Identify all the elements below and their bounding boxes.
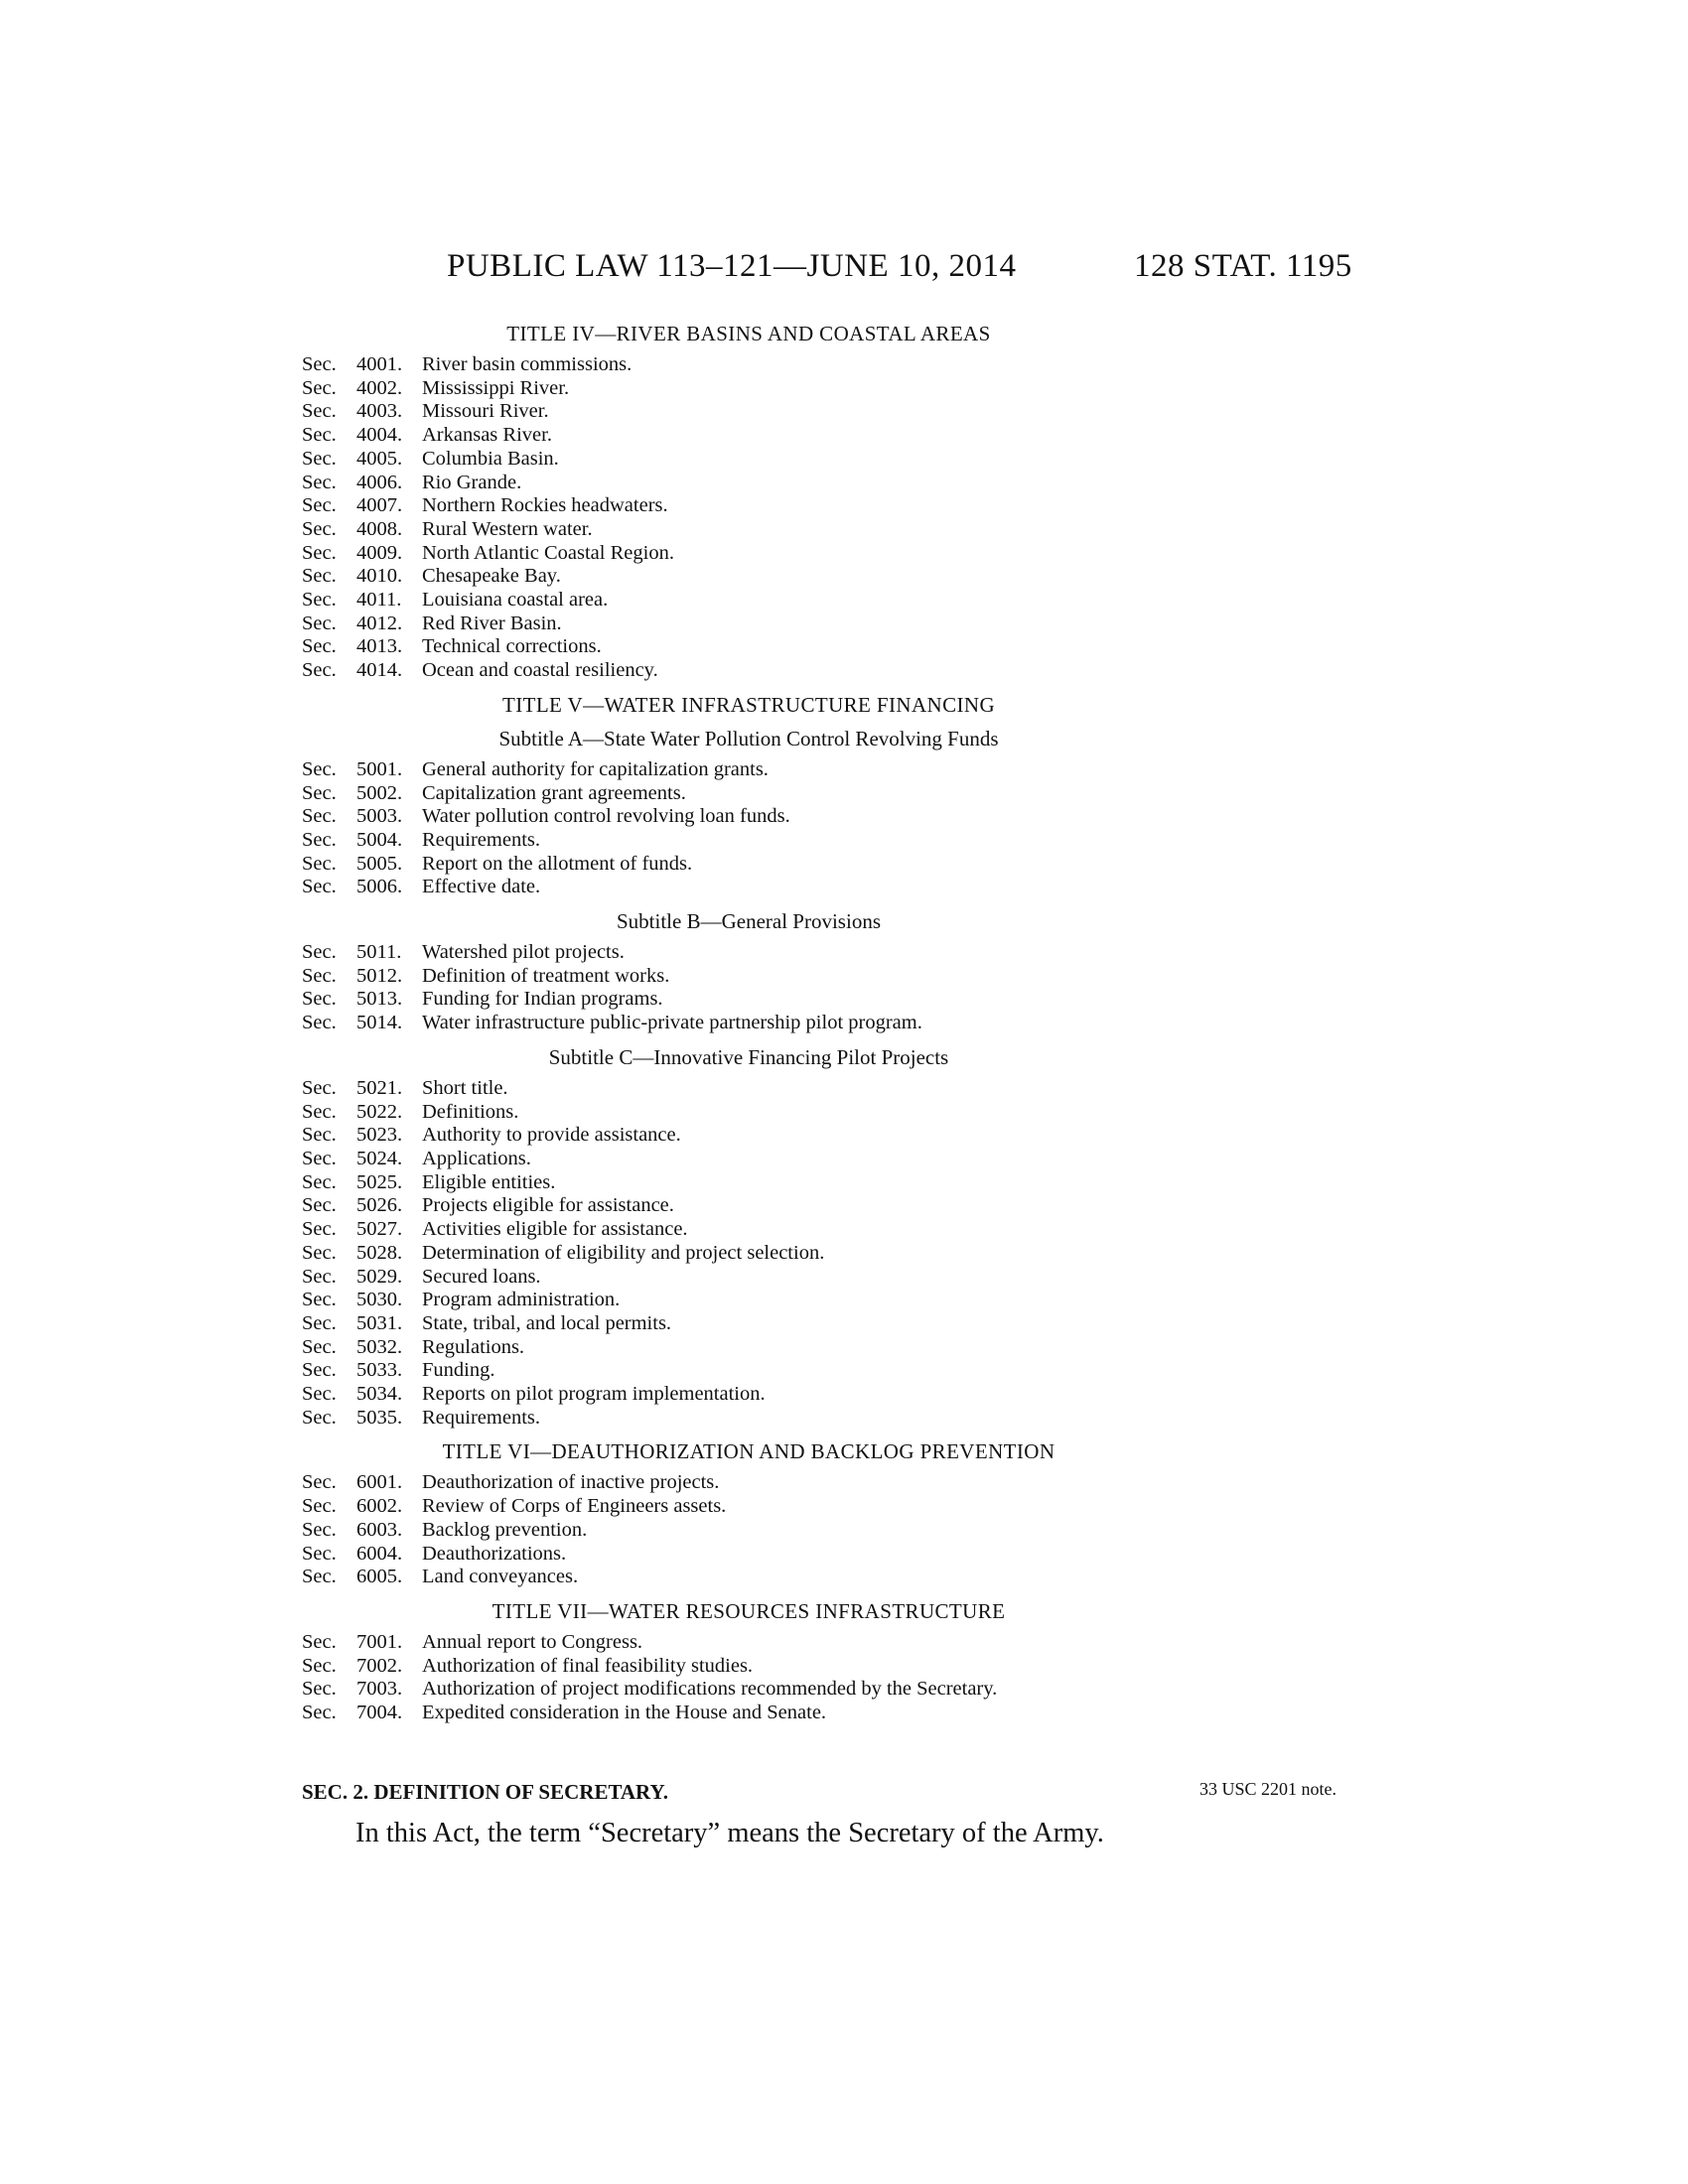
toc-entry [302,518,1196,542]
title-v-heading: TITLE V—WATER INFRASTRUCTURE FINANCING [501,692,996,717]
toc-entry-title: Requirements. [422,828,540,851]
toc-entry-sec-label: Sec. [302,447,337,470]
toc-entry-sec-label: Sec. [302,541,337,564]
toc-entry-title: Definitions. [422,1100,519,1123]
toc-entry-sec-label: Sec. [302,1495,337,1518]
toc-entry [302,448,1196,472]
toc-entry [302,542,1196,566]
toc-entry-sec-label: Sec. [302,400,337,423]
toc-entry-title: Definition of treatment works. [422,964,670,987]
toc-entry-number: 7002. [356,1654,403,1677]
toc-entry [302,377,1196,401]
toc-entry-number: 5004. [356,828,403,851]
toc-entry [302,1383,1196,1407]
toc-entry [302,1495,1196,1519]
toc-entry-number: 4012. [356,612,403,634]
toc-entry-title: Technical corrections. [422,635,602,658]
toc-entry-number: 7004. [356,1702,403,1724]
toc-entry-number: 5030. [356,1289,403,1311]
toc-entry-sec-label: Sec. [302,964,337,987]
toc-entry [302,1077,1196,1101]
toc-entry [302,1702,1196,1725]
toc-entry-title: Projects eligible for assistance. [422,1194,674,1217]
toc-entry-sec-label: Sec. [302,1147,337,1169]
toc-entry-number: 4013. [356,635,403,658]
toc-entry [302,424,1196,448]
toc-entry-number: 5021. [356,1076,403,1099]
toc-entry-sec-label: Sec. [302,353,337,375]
toc-entry-number: 5028. [356,1241,403,1264]
subtitle-c-heading: Subtitle C—Innovative Financing Pilot Projects [548,1044,949,1069]
toc-entry-title: Backlog prevention. [422,1518,588,1541]
toc-entry [302,1359,1196,1383]
toc-entry-sec-label: Sec. [302,635,337,658]
toc-entry-sec-label: Sec. [302,471,337,493]
toc-entry-number: 4006. [356,471,403,493]
toc-entry-sec-label: Sec. [302,1289,337,1311]
toc-entry-title: Ocean and coastal resiliency. [422,659,658,682]
toc-entry-title: River basin commissions. [422,353,633,375]
toc-entry-title: Deauthorizations. [422,1542,567,1565]
title-iv-list [302,353,1196,683]
toc-entry-title: Water infrastructure public-private partnership pilot program. [422,1012,922,1034]
toc-entry [302,1655,1196,1679]
toc-entry [302,1543,1196,1567]
toc-entry-sec-label: Sec. [302,1194,337,1217]
toc-entry-number: 4008. [356,517,403,540]
toc-entry-sec-label: Sec. [302,1702,337,1724]
toc-entry-sec-label: Sec. [302,1518,337,1541]
toc-entry [302,1266,1196,1290]
toc-entry-number: 5005. [356,852,403,875]
toc-entry-sec-label: Sec. [302,1241,337,1264]
toc-entry-sec-label: Sec. [302,589,337,612]
toc-entry [302,758,1196,782]
toc-entry-title: Deauthorization of inactive projects. [422,1471,720,1494]
toc-entry-title: Effective date. [422,876,541,898]
page-header-title: PUBLIC LAW 113–121—JUNE 10, 2014 [447,248,1017,284]
toc-entry-sec-label: Sec. [302,1124,337,1147]
toc-entry-number: 6002. [356,1495,403,1518]
toc-entry-sec-label: Sec. [302,1100,337,1123]
subtitle-b-list [302,941,1196,1035]
toc-entry [302,1407,1196,1431]
toc-entry-sec-label: Sec. [302,1471,337,1494]
toc-entry-title: Authorization of project modifications recommended by the Secretary. [422,1678,998,1701]
toc-entry-sec-label: Sec. [302,828,337,851]
toc-entry-title: Columbia Basin. [422,447,559,470]
toc-entry-number: 6003. [356,1518,403,1541]
toc-entry-number: 5012. [356,964,403,987]
toc-entry [302,1171,1196,1195]
toc-entry-title: Reports on pilot program implementation. [422,1383,766,1406]
toc-entry-title: Eligible entities. [422,1170,556,1193]
toc-entry-sec-label: Sec. [302,1359,337,1382]
toc-entry-title: Watershed pilot projects. [422,941,625,964]
toc-entry-title: Short title. [422,1076,508,1099]
toc-entry-number: 5003. [356,805,403,828]
toc-entry-title: Missouri River. [422,400,549,423]
toc-entry-sec-label: Sec. [302,1076,337,1099]
toc-entry [302,805,1196,829]
title-iv-heading: TITLE IV—RIVER BASINS AND COASTAL AREAS [506,322,991,345]
toc-entry [302,1289,1196,1312]
toc-entry-title: Rural Western water. [422,517,593,540]
toc-entry-sec-label: Sec. [302,1265,337,1288]
toc-entry-sec-label: Sec. [302,1542,337,1565]
toc-entry-sec-label: Sec. [302,1170,337,1193]
toc-entry-number: 5022. [356,1100,403,1123]
toc-entry-title: Chesapeake Bay. [422,565,561,588]
title-vi-heading: TITLE VI—DEAUTHORIZATION AND BACKLOG PREVENTION [442,1439,1055,1464]
toc-entry-number: 4003. [356,400,403,423]
toc-entry-number: 4007. [356,494,403,517]
toc-entry-number: 4001. [356,353,403,375]
toc-entry-title: Authorization of final feasibility studies. [422,1654,754,1677]
toc-entry-number: 5025. [356,1170,403,1193]
toc-entry [302,565,1196,589]
toc-entry-title: Annual report to Congress. [422,1630,643,1653]
toc-entry-sec-label: Sec. [302,1012,337,1034]
toc-entry-number: 5011. [356,941,402,964]
toc-entry-number: 7003. [356,1678,403,1701]
toc-entry-number: 5001. [356,757,403,780]
toc-entry-title: Requirements. [422,1406,540,1429]
toc-entry-sec-label: Sec. [302,876,337,898]
toc-entry-number: 6001. [356,1471,403,1494]
toc-entry-title: Secured loans. [422,1265,541,1288]
toc-entry [302,988,1196,1012]
toc-entry-number: 5034. [356,1383,403,1406]
toc-entry [302,613,1196,636]
toc-entry-number: 5027. [356,1218,403,1241]
toc-entry-number: 5023. [356,1124,403,1147]
toc-entry-title: Program administration. [422,1289,621,1311]
toc-entry-sec-label: Sec. [302,517,337,540]
toc-entry-title: Funding. [422,1359,495,1382]
toc-entry [302,829,1196,853]
toc-entry-sec-label: Sec. [302,1678,337,1701]
toc-entry-number: 4014. [356,659,403,682]
toc-entry [302,1242,1196,1266]
toc-entry-number: 5029. [356,1265,403,1288]
toc-entry-title: Red River Basin. [422,612,562,634]
toc-entry-sec-label: Sec. [302,757,337,780]
toc-entry [302,1336,1196,1360]
subtitle-c-list [302,1077,1196,1431]
toc-entry-sec-label: Sec. [302,1630,337,1653]
toc-entry-number: 5014. [356,1012,403,1034]
toc-entry [302,659,1196,683]
toc-entry [302,635,1196,659]
page-header-stat: 128 STAT. 1195 [1134,248,1352,284]
toc-entry [302,1312,1196,1336]
toc-entry-title: Review of Corps of Engineers assets. [422,1495,727,1518]
toc-entry-sec-label: Sec. [302,659,337,682]
toc-entry [302,472,1196,495]
toc-entry-sec-label: Sec. [302,1406,337,1429]
toc-entry [302,353,1196,377]
toc-entry [302,853,1196,877]
toc-entry-title: North Atlantic Coastal Region. [422,541,674,564]
toc-entry [302,494,1196,518]
toc-entry-title: Rio Grande. [422,471,522,493]
toc-entry-number: 4009. [356,541,403,564]
toc-entry-sec-label: Sec. [302,1566,337,1588]
toc-entry-number: 5032. [356,1335,403,1358]
toc-entry-number: 5002. [356,781,403,804]
subtitle-a-list [302,758,1196,899]
toc-entry [302,1471,1196,1495]
toc-entry-sec-label: Sec. [302,565,337,588]
toc-entry-sec-label: Sec. [302,494,337,517]
section-2-heading: SEC. 2. DEFINITION OF SECRETARY. [302,1780,668,1804]
toc-entry [302,589,1196,613]
toc-entry-title: Report on the allotment of funds. [422,852,693,875]
toc-entry-title: State, tribal, and local permits. [422,1311,672,1334]
toc-entry-number: 6004. [356,1542,403,1565]
margin-citation-note: 33 USC 2201 note. [1199,1779,1337,1799]
toc-entry-number: 5026. [356,1194,403,1217]
toc-entry [302,1678,1196,1702]
toc-entry-title: Mississippi River. [422,376,570,399]
toc-entry-sec-label: Sec. [302,941,337,964]
toc-entry-sec-label: Sec. [302,1335,337,1358]
toc-entry-title: Northern Rockies headwaters. [422,494,668,517]
title-vii-list [302,1631,1196,1725]
title-vi-list [302,1471,1196,1589]
toc-entry-sec-label: Sec. [302,612,337,634]
toc-entry-sec-label: Sec. [302,781,337,804]
toc-entry-sec-label: Sec. [302,1311,337,1334]
toc-entry-title: Activities eligible for assistance. [422,1218,688,1241]
toc-entry-number: 7001. [356,1630,403,1653]
subtitle-b-heading: Subtitle B—General Provisions [617,909,881,934]
toc-entry [302,400,1196,424]
toc-entry-title: Louisiana coastal area. [422,589,609,612]
toc-entry-title: Capitalization grant agreements. [422,781,686,804]
toc-entry-number: 6005. [356,1566,403,1588]
toc-entry-sec-label: Sec. [302,424,337,447]
toc-entry-sec-label: Sec. [302,376,337,399]
toc-entry-number: 5035. [356,1406,403,1429]
toc-entry-sec-label: Sec. [302,988,337,1011]
toc-entry [302,876,1196,899]
toc-entry [302,1124,1196,1148]
toc-entry [302,1012,1196,1035]
toc-entry [302,1218,1196,1242]
toc-entry-sec-label: Sec. [302,1218,337,1241]
toc-entry-number: 4011. [356,589,402,612]
toc-entry [302,941,1196,965]
toc-entry-title: Land conveyances. [422,1566,579,1588]
table-of-contents [302,316,1196,1733]
toc-entry-title: Funding for Indian programs. [422,988,663,1011]
toc-entry-title: Arkansas River. [422,424,552,447]
toc-entry-title: Expedited consideration in the House and Senate. [422,1702,827,1724]
toc-entry [302,965,1196,989]
toc-entry-title: Water pollution control revolving loan funds. [422,805,790,828]
toc-entry-number: 4004. [356,424,403,447]
title-vii-heading: TITLE VII—WATER RESOURCES INFRASTRUCTURE [492,1598,1006,1623]
toc-entry [302,1631,1196,1655]
toc-entry-number: 4005. [356,447,403,470]
toc-entry-number: 4002. [356,376,403,399]
toc-entry-number: 5024. [356,1147,403,1169]
toc-entry-title: Applications. [422,1147,531,1169]
toc-entry [302,1566,1196,1589]
toc-entry-title: Regulations. [422,1335,525,1358]
toc-entry-number: 5013. [356,988,403,1011]
toc-entry-title: Determination of eligibility and project selection. [422,1241,825,1264]
toc-entry-number: 5033. [356,1359,403,1382]
toc-entry [302,1148,1196,1171]
toc-entry-title: General authority for capitalization grants. [422,757,769,780]
toc-entry-number: 4010. [356,565,403,588]
toc-entry-sec-label: Sec. [302,1654,337,1677]
toc-entry-title: Authority to provide assistance. [422,1124,681,1147]
toc-entry [302,1101,1196,1125]
toc-entry-number: 5006. [356,876,403,898]
toc-entry [302,1194,1196,1218]
toc-entry-sec-label: Sec. [302,1383,337,1406]
toc-entry [302,782,1196,806]
section-2-body: In this Act, the term “Secretary” means the Secretary of the Army. [355,1818,1104,1848]
toc-entry-sec-label: Sec. [302,805,337,828]
toc-entry-sec-label: Sec. [302,852,337,875]
subtitle-a-heading: Subtitle A—State Water Pollution Control Revolving Funds [498,726,999,751]
toc-entry [302,1519,1196,1543]
toc-entry-number: 5031. [356,1311,403,1334]
